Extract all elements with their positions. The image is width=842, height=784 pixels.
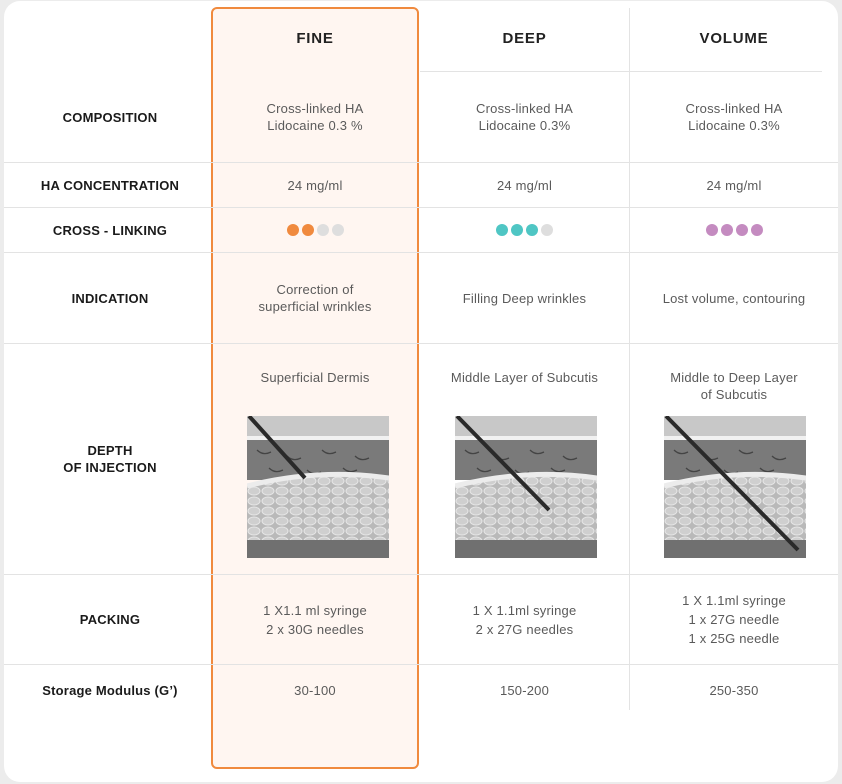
storage-modulus-deep: 150-200 [499,682,550,698]
packing-deep [420,575,629,664]
value-line: Superficial Dermis [260,369,370,385]
skin-layers-superficial-icon [247,416,389,558]
value-line: Filling Deep wrinkles [462,290,587,306]
value-line: Correction of [276,282,354,297]
row-label-indication: INDICATION [71,290,149,306]
cross-linking-volume [630,208,838,252]
value-line: 1 X 1.1ml syringe [682,593,786,608]
filled-dot [706,224,718,236]
filled-dot [287,224,299,236]
label-line: DEPTH [87,443,133,458]
value-line: 2 x 27G needles [475,621,574,637]
storage-modulus-fine: 30-100 [294,682,336,698]
packing-volume [630,575,838,664]
filled-dot [751,224,763,236]
depth-fine [213,367,417,387]
cross-linking-dots [706,224,763,236]
value-line: Lidocaine 0.3% [478,118,571,133]
value-line: 1 X 1.1ml syringe [472,602,577,618]
value-line: Cross-linked HA [685,101,783,116]
value-line: Middle Layer of Subcutis [450,369,599,385]
packing-fine [213,575,417,664]
value-line: Middle to Deep Layer [670,370,798,385]
composition-fine [213,72,417,162]
indication-fine [213,253,417,343]
filled-dot [511,224,523,236]
row-label-composition: COMPOSITION [62,109,158,125]
composition-volume [630,72,838,162]
depth-volume [630,368,838,404]
ha-concentration-volume: 24 mg/ml [706,177,762,193]
cross-linking-dots [287,224,344,236]
skin-layers-deep-icon [664,416,806,558]
value-line: Lidocaine 0.3 % [267,118,363,133]
row-label-storage-modulus: Storage Modulus (G’) [42,682,178,698]
empty-dot [332,224,344,236]
value-line: 1 x 27G needle [688,612,780,627]
filled-dot [496,224,508,236]
storage-modulus-volume: 250-350 [709,682,759,698]
value-line: superficial wrinkles [258,299,372,314]
value-line: Cross-linked HA [266,101,364,116]
filled-dot [736,224,748,236]
value-line: of Subcutis [700,387,768,402]
row-label-packing: PACKING [79,612,141,627]
cross-linking-fine [213,208,417,252]
column-header-volume: VOLUME [699,29,769,47]
ha-concentration-fine: 24 mg/ml [287,177,343,193]
depth-deep [420,367,629,387]
empty-dot [317,224,329,236]
cross-linking-deep [420,208,629,252]
column-header-deep: DEEP [502,29,547,47]
filled-dot [721,224,733,236]
indication-deep [420,253,629,343]
value-line: Lidocaine 0.3% [688,118,780,133]
row-label-depth [10,344,210,574]
indication-volume [630,253,838,343]
skin-layers-middle-icon [455,416,597,558]
column-header-fine: FINE [296,29,334,47]
empty-dot [541,224,553,236]
value-line: Lost volume, contouring [662,290,806,306]
filled-dot [526,224,538,236]
composition-deep [420,72,629,162]
cross-linking-dots [496,224,553,236]
value-line: Cross-linked HA [476,101,573,116]
label-line: OF INJECTION [63,460,157,475]
ha-concentration-deep: 24 mg/ml [496,177,553,193]
filled-dot [302,224,314,236]
value-line: 1 X1.1 ml syringe [263,602,367,618]
value-line: 1 x 25G needle [688,631,780,646]
value-line: 2 x 30G needles [266,621,364,637]
row-label-cross-linking: CROSS - LINKING [52,222,168,238]
row-label-ha-concentration: HA CONCENTRATION [40,177,180,193]
